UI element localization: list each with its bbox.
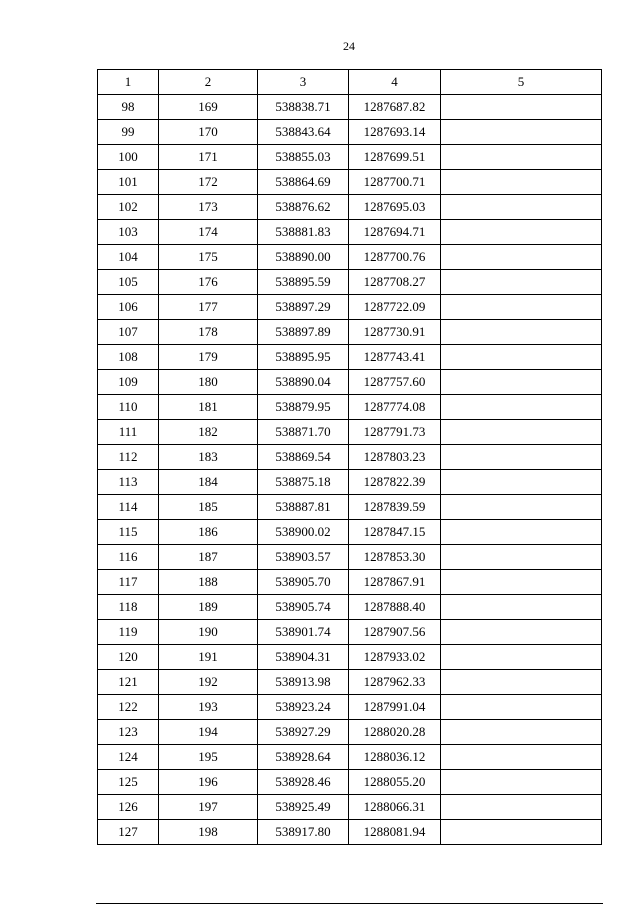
table-cell-col-2: 191 xyxy=(159,645,258,670)
table-cell-col-4: 1287743.41 xyxy=(349,345,441,370)
table-cell-col-3: 538895.59 xyxy=(258,270,349,295)
table-cell-col-2: 196 xyxy=(159,770,258,795)
table-cell-col-2: 170 xyxy=(159,120,258,145)
table-cell-col-1: 122 xyxy=(98,695,159,720)
table-cell-col-3: 538913.98 xyxy=(258,670,349,695)
table-row xyxy=(98,745,602,770)
table-row xyxy=(98,395,602,420)
table-cell-col-2: 181 xyxy=(159,395,258,420)
table-cell-col-2: 184 xyxy=(159,470,258,495)
table-row xyxy=(98,95,602,120)
table-cell-col-2: 177 xyxy=(159,295,258,320)
table-cell-col-3: 538864.69 xyxy=(258,170,349,195)
table-cell-col-2: 175 xyxy=(159,245,258,270)
table-cell-col-1: 126 xyxy=(98,795,159,820)
table-row xyxy=(98,795,602,820)
table-cell-col-5 xyxy=(441,270,602,295)
table-row xyxy=(98,820,602,845)
table-cell-col-3: 538903.57 xyxy=(258,545,349,570)
table-cell-col-5 xyxy=(441,770,602,795)
table-cell-col-1: 105 xyxy=(98,270,159,295)
table-row xyxy=(98,520,602,545)
table-cell-col-1: 118 xyxy=(98,595,159,620)
table-cell-col-3: 538881.83 xyxy=(258,220,349,245)
coordinates-table xyxy=(97,69,602,845)
table-row xyxy=(98,370,602,395)
table-cell-col-4: 1287700.71 xyxy=(349,170,441,195)
table-row xyxy=(98,270,602,295)
table-cell-col-1: 113 xyxy=(98,470,159,495)
table-row xyxy=(98,495,602,520)
table-cell-col-4: 1287774.08 xyxy=(349,395,441,420)
table-cell-col-5 xyxy=(441,170,602,195)
table-cell-col-2: 178 xyxy=(159,320,258,345)
table-cell-col-5 xyxy=(441,745,602,770)
table-cell-col-5 xyxy=(441,470,602,495)
table-cell-col-3: 538901.74 xyxy=(258,620,349,645)
table-cell-col-2: 195 xyxy=(159,745,258,770)
table-row xyxy=(98,320,602,345)
table-cell-col-3: 538895.95 xyxy=(258,345,349,370)
table-cell-col-4: 1287694.71 xyxy=(349,220,441,245)
table-cell-col-2: 173 xyxy=(159,195,258,220)
table-cell-col-3: 538927.29 xyxy=(258,720,349,745)
table-row xyxy=(98,245,602,270)
table-cell-col-1: 107 xyxy=(98,320,159,345)
table-cell-col-1: 123 xyxy=(98,720,159,745)
table-cell-col-5 xyxy=(441,370,602,395)
table-cell-col-1: 119 xyxy=(98,620,159,645)
table-cell-col-1: 104 xyxy=(98,245,159,270)
table-row xyxy=(98,620,602,645)
table-cell-col-2: 172 xyxy=(159,170,258,195)
table-cell-col-4: 1288055.20 xyxy=(349,770,441,795)
footer-rule xyxy=(96,903,603,904)
table-cell-col-1: 100 xyxy=(98,145,159,170)
table-cell-col-4: 1287962.33 xyxy=(349,670,441,695)
table-cell-col-3: 538923.24 xyxy=(258,695,349,720)
table-cell-col-2: 190 xyxy=(159,620,258,645)
table-cell-col-2: 180 xyxy=(159,370,258,395)
table-cell-col-2: 171 xyxy=(159,145,258,170)
table-cell-col-2: 176 xyxy=(159,270,258,295)
table-cell-col-5 xyxy=(441,295,602,320)
table-cell-col-3: 538843.64 xyxy=(258,120,349,145)
table-row xyxy=(98,595,602,620)
column-header-5: 5 xyxy=(441,70,602,95)
table-body xyxy=(98,95,602,845)
table-cell-col-5 xyxy=(441,645,602,670)
table-row xyxy=(98,570,602,595)
table-cell-col-2: 185 xyxy=(159,495,258,520)
table-row xyxy=(98,770,602,795)
table-cell-col-4: 1287791.73 xyxy=(349,420,441,445)
table-cell-col-3: 538900.02 xyxy=(258,520,349,545)
table-row xyxy=(98,195,602,220)
table-cell-col-3: 538875.18 xyxy=(258,470,349,495)
table-cell-col-2: 187 xyxy=(159,545,258,570)
table-cell-col-3: 538897.29 xyxy=(258,295,349,320)
table-cell-col-3: 538897.89 xyxy=(258,320,349,345)
table-cell-col-5 xyxy=(441,320,602,345)
column-header-1: 1 xyxy=(98,70,159,95)
table-cell-col-5 xyxy=(441,620,602,645)
table-cell-col-4: 1287757.60 xyxy=(349,370,441,395)
table-cell-col-1: 111 xyxy=(98,420,159,445)
table-cell-col-5 xyxy=(441,695,602,720)
table-cell-col-4: 1288066.31 xyxy=(349,795,441,820)
table-cell-col-1: 117 xyxy=(98,570,159,595)
table-cell-col-1: 103 xyxy=(98,220,159,245)
table-cell-col-1: 112 xyxy=(98,445,159,470)
table-cell-col-4: 1287699.51 xyxy=(349,145,441,170)
table-cell-col-1: 109 xyxy=(98,370,159,395)
table-row xyxy=(98,445,602,470)
table-cell-col-1: 115 xyxy=(98,520,159,545)
table-cell-col-5 xyxy=(441,520,602,545)
table-cell-col-5 xyxy=(441,570,602,595)
table-cell-col-5 xyxy=(441,145,602,170)
table-cell-col-4: 1288081.94 xyxy=(349,820,441,845)
table-row xyxy=(98,170,602,195)
table-cell-col-1: 120 xyxy=(98,645,159,670)
table-cell-col-5 xyxy=(441,445,602,470)
table-cell-col-4: 1287907.56 xyxy=(349,620,441,645)
table-cell-col-5 xyxy=(441,395,602,420)
table-cell-col-1: 121 xyxy=(98,670,159,695)
table-cell-col-1: 108 xyxy=(98,345,159,370)
table-cell-col-3: 538890.04 xyxy=(258,370,349,395)
table-cell-col-3: 538928.64 xyxy=(258,745,349,770)
table-cell-col-4: 1287687.82 xyxy=(349,95,441,120)
column-header-4: 4 xyxy=(349,70,441,95)
table-cell-col-3: 538838.71 xyxy=(258,95,349,120)
table-cell-col-3: 538925.49 xyxy=(258,795,349,820)
table-cell-col-1: 98 xyxy=(98,95,159,120)
table-row xyxy=(98,645,602,670)
table-cell-col-2: 179 xyxy=(159,345,258,370)
table-cell-col-5 xyxy=(441,795,602,820)
table-cell-col-2: 197 xyxy=(159,795,258,820)
table-cell-col-3: 538917.80 xyxy=(258,820,349,845)
table-row xyxy=(98,345,602,370)
table-header-row xyxy=(98,70,602,95)
table-row xyxy=(98,545,602,570)
table-cell-col-4: 1287933.02 xyxy=(349,645,441,670)
table-cell-col-2: 193 xyxy=(159,695,258,720)
table-cell-col-4: 1287693.14 xyxy=(349,120,441,145)
column-header-2: 2 xyxy=(159,70,258,95)
table-cell-col-3: 538887.81 xyxy=(258,495,349,520)
table-cell-col-2: 182 xyxy=(159,420,258,445)
table-cell-col-4: 1287730.91 xyxy=(349,320,441,345)
table-cell-col-3: 538879.95 xyxy=(258,395,349,420)
table-cell-col-4: 1287700.76 xyxy=(349,245,441,270)
table-cell-col-5 xyxy=(441,495,602,520)
table-cell-col-1: 102 xyxy=(98,195,159,220)
table-cell-col-3: 538904.31 xyxy=(258,645,349,670)
table-cell-col-1: 106 xyxy=(98,295,159,320)
table-cell-col-5 xyxy=(441,820,602,845)
table-cell-col-4: 1287695.03 xyxy=(349,195,441,220)
table-cell-col-3: 538855.03 xyxy=(258,145,349,170)
table-cell-col-1: 101 xyxy=(98,170,159,195)
table-cell-col-2: 188 xyxy=(159,570,258,595)
table-cell-col-5 xyxy=(441,95,602,120)
table-cell-col-5 xyxy=(441,245,602,270)
table-cell-col-3: 538928.46 xyxy=(258,770,349,795)
table-cell-col-1: 114 xyxy=(98,495,159,520)
table-cell-col-2: 198 xyxy=(159,820,258,845)
table-row xyxy=(98,695,602,720)
table-cell-col-4: 1288020.28 xyxy=(349,720,441,745)
table-cell-col-2: 192 xyxy=(159,670,258,695)
table-row xyxy=(98,120,602,145)
table-cell-col-5 xyxy=(441,420,602,445)
table-row xyxy=(98,295,602,320)
table-cell-col-2: 194 xyxy=(159,720,258,745)
table-row xyxy=(98,670,602,695)
table-cell-col-4: 1287991.04 xyxy=(349,695,441,720)
table-cell-col-1: 124 xyxy=(98,745,159,770)
table-cell-col-4: 1287822.39 xyxy=(349,470,441,495)
table-cell-col-4: 1287839.59 xyxy=(349,495,441,520)
table-cell-col-2: 169 xyxy=(159,95,258,120)
table-cell-col-4: 1288036.12 xyxy=(349,745,441,770)
table-cell-col-4: 1287867.91 xyxy=(349,570,441,595)
table-cell-col-4: 1287888.40 xyxy=(349,595,441,620)
table-cell-col-1: 127 xyxy=(98,820,159,845)
table-cell-col-1: 116 xyxy=(98,545,159,570)
table-cell-col-5 xyxy=(441,720,602,745)
table-cell-col-1: 125 xyxy=(98,770,159,795)
table-cell-col-3: 538905.74 xyxy=(258,595,349,620)
table-row xyxy=(98,220,602,245)
table-cell-col-3: 538871.70 xyxy=(258,420,349,445)
table-row xyxy=(98,145,602,170)
table-cell-col-5 xyxy=(441,595,602,620)
table-cell-col-2: 186 xyxy=(159,520,258,545)
column-header-3: 3 xyxy=(258,70,349,95)
table-cell-col-5 xyxy=(441,195,602,220)
table-cell-col-5 xyxy=(441,670,602,695)
table-cell-col-2: 174 xyxy=(159,220,258,245)
table-cell-col-3: 538890.00 xyxy=(258,245,349,270)
table-cell-col-5 xyxy=(441,545,602,570)
table-cell-col-1: 110 xyxy=(98,395,159,420)
table-cell-col-4: 1287708.27 xyxy=(349,270,441,295)
table-row xyxy=(98,470,602,495)
table-row xyxy=(98,720,602,745)
table-cell-col-3: 538869.54 xyxy=(258,445,349,470)
table-cell-col-5 xyxy=(441,220,602,245)
table-cell-col-2: 183 xyxy=(159,445,258,470)
table-cell-col-4: 1287803.23 xyxy=(349,445,441,470)
table-cell-col-4: 1287853.30 xyxy=(349,545,441,570)
table-cell-col-1: 99 xyxy=(98,120,159,145)
table-cell-col-3: 538905.70 xyxy=(258,570,349,595)
table-cell-col-2: 189 xyxy=(159,595,258,620)
table-cell-col-5 xyxy=(441,345,602,370)
table-cell-col-3: 538876.62 xyxy=(258,195,349,220)
table-row xyxy=(98,420,602,445)
table-cell-col-5 xyxy=(441,120,602,145)
table-cell-col-4: 1287722.09 xyxy=(349,295,441,320)
page-number: 24 xyxy=(343,39,355,53)
table-cell-col-4: 1287847.15 xyxy=(349,520,441,545)
